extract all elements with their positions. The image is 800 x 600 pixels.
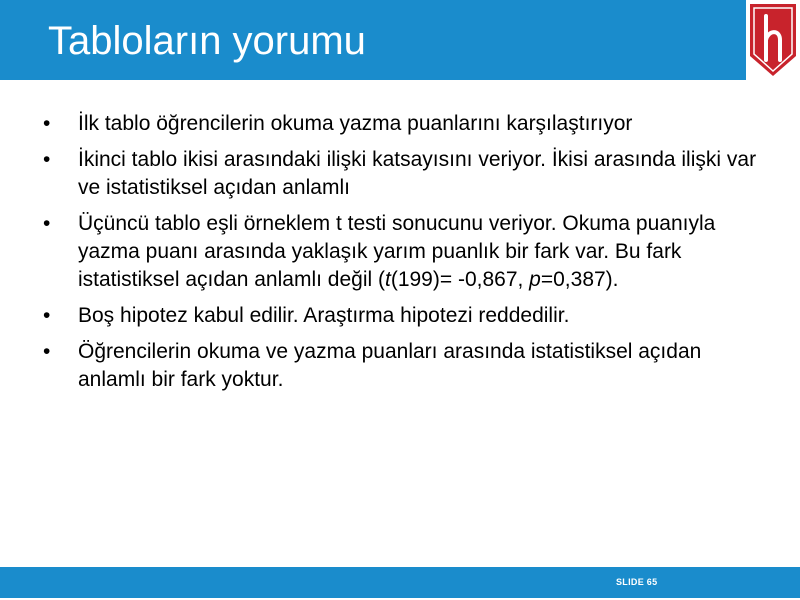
bullet-icon: • bbox=[43, 212, 51, 235]
header-bar bbox=[0, 0, 800, 80]
bullet-item-4 bbox=[40, 302, 760, 330]
bullet-text-before-t: Üçüncü tablo eşli örneklem t testi sonucunu veriyor. Okuma puanıyla yazma puanı arasında yaklaşık yarım puanlık bir fark var. Bu fark istatistiksel açıdan anlamlı değil ( bbox=[78, 212, 716, 291]
p-value-symbol: p bbox=[529, 268, 541, 291]
bullet-icon: • bbox=[43, 148, 51, 171]
t-statistic-symbol: t bbox=[384, 268, 391, 291]
bullet-text-middle: (199)= -0,867, bbox=[390, 268, 530, 291]
bullet-item-2 bbox=[40, 146, 760, 202]
logo-shield-svg bbox=[746, 0, 800, 80]
bullet-text: Öğrencilerin okuma ve yazma puanları arasında istatistiksel açıdan anlamlı bir fark yoktur. bbox=[78, 340, 702, 391]
university-logo-icon bbox=[746, 0, 800, 80]
bullet-icon: • bbox=[43, 112, 51, 135]
slide-number: SLIDE 65 bbox=[616, 577, 658, 587]
bullet-item-3 bbox=[40, 210, 760, 294]
bullet-text: İlk tablo öğrencilerin okuma yazma puanlarını karşılaştırıyor bbox=[78, 112, 633, 135]
bullet-item-5 bbox=[40, 338, 760, 394]
bullet-item-1 bbox=[40, 110, 760, 138]
footer-bar bbox=[0, 567, 800, 598]
bullet-text: İkinci tablo ikisi arasındaki ilişki katsayısını veriyor. İkisi arasında ilişki var ve istatistiksel açıdan anlamlı bbox=[78, 148, 757, 199]
slide-content bbox=[40, 110, 760, 402]
bullet-list bbox=[40, 110, 760, 394]
bullet-text: Boş hipotez kabul edilir. Araştırma hipotezi reddedilir. bbox=[78, 304, 570, 327]
bullet-icon: • bbox=[43, 340, 51, 363]
bullet-text-after-p: =0,387). bbox=[540, 268, 619, 291]
bullet-icon: • bbox=[43, 304, 51, 327]
slide-title: Tabloların yorumu bbox=[48, 19, 366, 63]
